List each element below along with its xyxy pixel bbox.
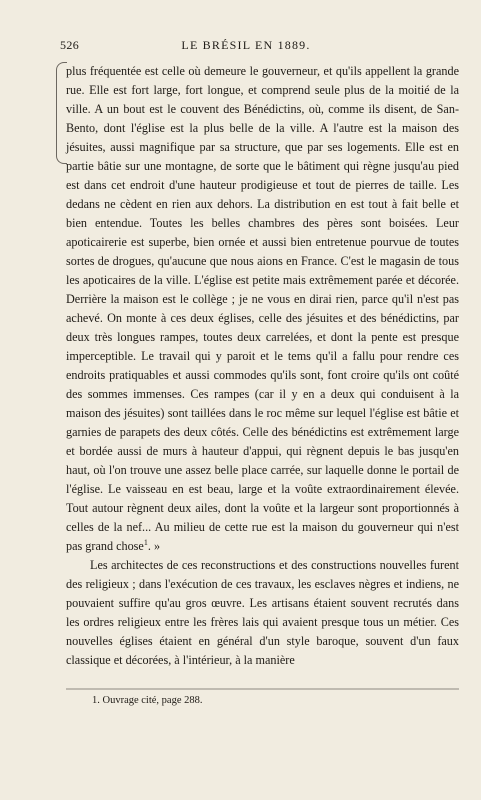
footnote-reference[interactable]: 1 — [143, 537, 148, 547]
page-number: 526 — [60, 38, 80, 52]
body-text — [66, 62, 459, 670]
running-title: LE BRÉSIL EN 1889. — [181, 38, 311, 52]
footnote: 1. Ouvrage cité, page 288. — [92, 695, 203, 706]
page-header — [60, 38, 432, 54]
paragraph: Les architectes de ces reconstructions et des constructions nouvelles furent des religieux ; dans l'exécution de ces travaux, les esclaves nègres et indiens, ne pouvaient suffire qu'au gros œuvre. Les artisans étaient souvent recrutés dans les ordres religieux entre les frères lais qui avaient presque tous un métier. Ces nouvelles églises étaient en général d'un style baroque, souvent d'un faux classique et décorées, à l'intérieur, à la manière — [66, 558, 459, 667]
quoted-passage: plus fréquentée est celle où demeure le gouverneur, et qu'ils appellent la grande rue. Elle est fort large, fort longue, et comprend seule plus de la moitié de la ville. A un bout est le couvent des Bénédictins, où, comme ils disent, de San-Bento, dont l'église est la plus belle de la ville. A l'autre est la maison des jésuites, aussi magnifique par sa structure, que par ses logements. Elle est en partie bâtie sur une montagne, de sorte que le bâtiment qui règne jusqu'au pied est dans cet endroit d'une hauteur prodigieuse et tout de pierres de taille. Les dedans ne cèdent en rien aux dehors. La distribution en est tout à fait belle et bien entendue. Toutes les belles chambres des pères sont boisées. Leur apoticairerie est superbe, bien ornée et aussi bien entretenue pourvue de toutes sortes de drogues, qu'aucune que nous aions en France. C'est le magasin de tous les apoticaires de la ville. L'église est petite mais extrêmement parée et décorée. Derrière la maison est le collège ; je ne vous en dirai rien, parce qu'il n'est pas achevé. On monte à ces deux églises, celle des jésuites et des bénédictins, par deux très longues rampes, toutes deux carrelées, et dont la pente est presque imperceptible. Le travail qui y paroit et le tems qu'il a fallu pour rendre ces endroits pratiquables et aussi commodes qu'ils sont, font croire qu'ils ont coûté des sommes immenses. Ces rampes (car il y en a deux qui conduisent à la maison des jésuites) sont taillées dans le roc même sur lequel l'église est bâtie et garnies de parapets des deux côtés. Celle des bénédictins est extrêmement large et bordée aussi de murs à hauteur d'appui, qui règnent depuis le bas jusqu'en haut, où l'on trouve une assez belle place carrée, sur laquelle donne le portail de l'église. Le vaisseau en est beau, large et la voûte extraordinairement élevée. Tout autour règnent deux ailes, dont la voûte et la largeur sont proportionnés à celles de la nef... Au milieu de cette rue est la maison du gouverneur qui n'est pas grand chose — [66, 64, 459, 553]
quote-closing: . » — [147, 539, 161, 553]
footnote-rule — [66, 688, 459, 690]
paragraph — [66, 62, 459, 556]
